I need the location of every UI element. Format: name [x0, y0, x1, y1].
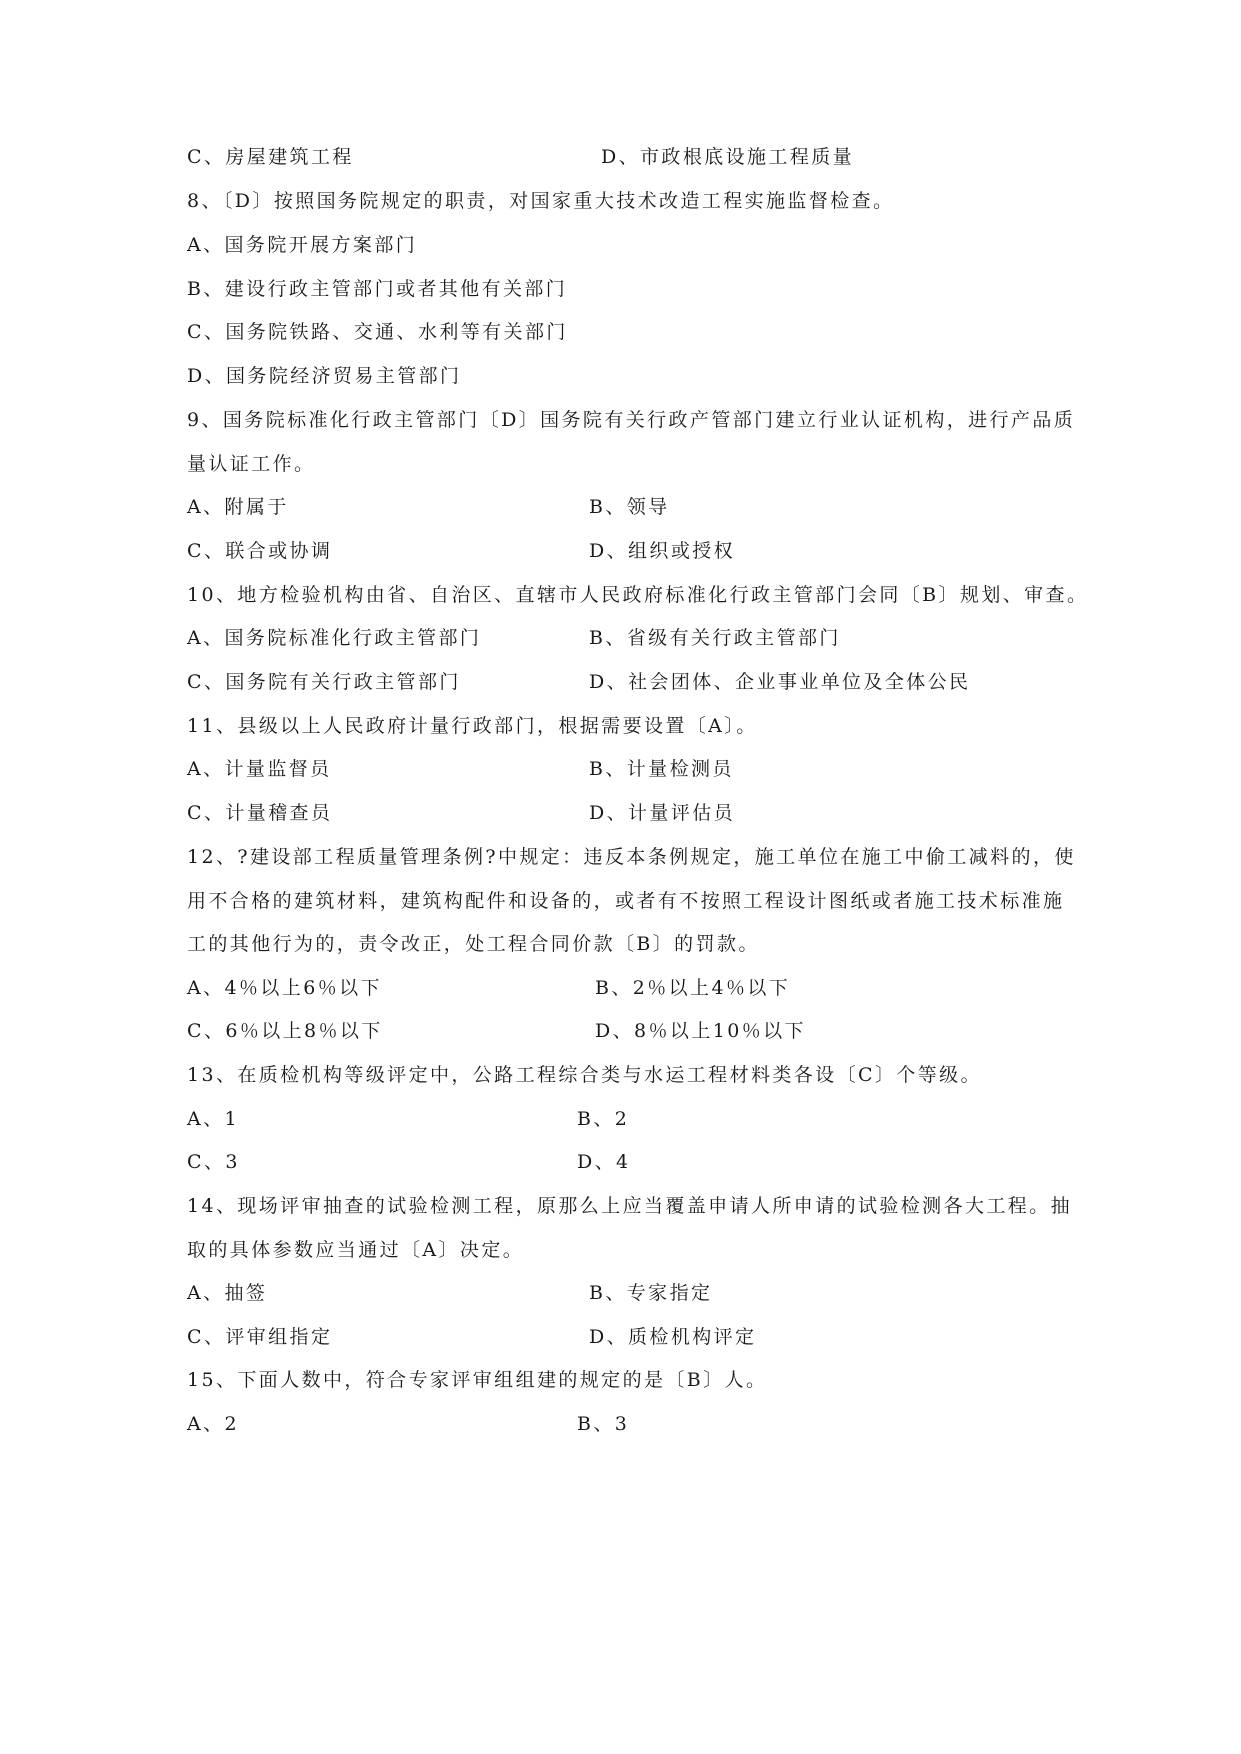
- option-right: B、领导: [589, 496, 670, 518]
- option-left: C、计量稽查员: [187, 802, 333, 824]
- option-right: D、4: [577, 1151, 631, 1173]
- text-line: A、国务院开展方案部门: [187, 234, 418, 256]
- text-line: 10、地方检验机构由省、自治区、直辖市人民政府标准化行政主管部门会同〔B〕规划、审查。: [187, 584, 1089, 606]
- option-left: C、评审组指定: [187, 1326, 333, 1348]
- text-line: 9、国务院标准化行政主管部门〔D〕国务院有关行政产管部门建立行业认证机构，进行产品质: [187, 409, 1076, 431]
- text-line: D、国务院经济贸易主管部门: [187, 365, 462, 387]
- option-left: A、抽签: [187, 1282, 268, 1304]
- option-right: D、组织或授权: [589, 540, 736, 562]
- option-left: A、2: [187, 1413, 240, 1435]
- text-line: 14、现场评审抽查的试验检测工程，原那么上应当覆盖申请人所申请的试验检测各大工程。抽: [187, 1195, 1072, 1217]
- option-right: B、3: [577, 1413, 630, 1435]
- option-left: A、附属于: [187, 496, 289, 518]
- option-right: D、市政根底设施工程质量: [601, 146, 855, 168]
- text-line: B、建设行政主管部门或者其他有关部门: [187, 278, 568, 300]
- text-line: 工的其他行为的，责令改正，处工程合同价款〔B〕的罚款。: [187, 933, 760, 955]
- option-right: D、8％以上10％以下: [595, 1020, 806, 1042]
- option-right: D、计量评估员: [589, 802, 736, 824]
- option-right: B、2: [577, 1108, 630, 1130]
- text-line: C、国务院铁路、交通、水利等有关部门: [187, 321, 568, 343]
- option-right: B、专家指定: [589, 1282, 713, 1304]
- option-right: B、省级有关行政主管部门: [589, 627, 841, 649]
- option-left: A、1: [187, 1108, 240, 1130]
- text-line: 8、〔D〕按照国务院规定的职责，对国家重大技术改造工程实施监督检查。: [187, 190, 895, 212]
- text-line: 12、?建设部工程质量管理条例?中规定：违反本条例规定，施工单位在施工中偷工减料的，使: [187, 846, 1076, 868]
- option-right: D、社会团体、企业事业单位及全体公民: [589, 671, 971, 693]
- option-left: A、国务院标准化行政主管部门: [187, 627, 482, 649]
- option-left: C、国务院有关行政主管部门: [187, 671, 461, 693]
- text-line: 用不合格的建筑材料，建筑构配件和设备的，或者有不按照工程设计图纸或者施工技术标准施: [187, 890, 1065, 912]
- option-left: A、计量监督员: [187, 758, 332, 780]
- option-right: B、2％以上4％以下: [595, 977, 791, 999]
- option-right: D、质检机构评定: [589, 1326, 757, 1348]
- text-line: 取的具体参数应当通过〔A〕决定。: [187, 1239, 525, 1261]
- option-left: C、联合或协调: [187, 540, 333, 562]
- option-right: B、计量检测员: [589, 758, 734, 780]
- text-line: 量认证工作。: [187, 453, 316, 475]
- option-left: C、3: [187, 1151, 240, 1173]
- option-left: C、6％以上8％以下: [187, 1020, 383, 1042]
- text-line: 13、在质检机构等级评定中，公路工程综合类与水运工程材料类各设〔C〕个等级。: [187, 1064, 982, 1086]
- text-line: 15、下面人数中，符合专家评审组组建的规定的是〔B〕人。: [187, 1369, 768, 1391]
- text-line: 11、县级以上人民政府计量行政部门，根据需要设置〔A〕。: [187, 715, 758, 737]
- option-left: A、4％以上6％以下: [187, 977, 382, 999]
- option-left: C、房屋建筑工程: [187, 146, 354, 168]
